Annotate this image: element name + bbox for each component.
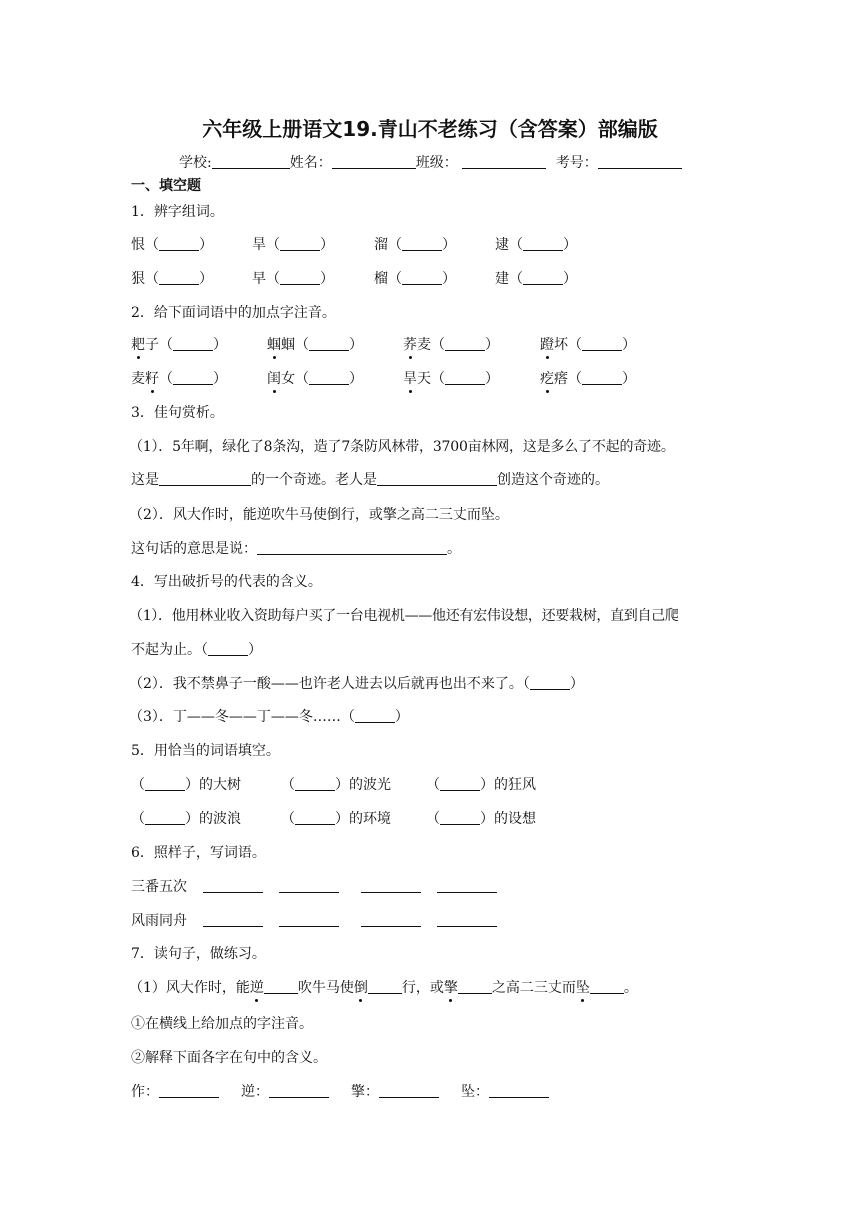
answer-blank[interactable] [295, 810, 335, 825]
answer-blank[interactable] [530, 675, 570, 690]
class-label: 班级： [415, 155, 458, 171]
dotted-char: 荞 [403, 337, 417, 353]
word-label: 坠： [461, 1084, 489, 1100]
name-label: 姓名： [289, 155, 332, 171]
answer-blank[interactable] [379, 1083, 439, 1098]
answer-blank[interactable] [159, 270, 199, 285]
word-label: 作： [131, 1084, 159, 1100]
answer-blank[interactable] [159, 471, 251, 486]
q1-char: 建 [495, 271, 509, 287]
text: 的大树 [199, 777, 241, 793]
text: 。 [447, 541, 461, 557]
answer-blank[interactable] [145, 810, 185, 825]
answer-blank[interactable] [355, 708, 395, 723]
word-label: 擎： [351, 1084, 379, 1100]
answer-blank[interactable] [368, 979, 402, 994]
q5-stem: 5．用恰当的词语填空。 [131, 743, 280, 759]
dotted-char: 逆 [249, 980, 264, 996]
q3-stem: 3．佳句赏析。 [131, 405, 224, 421]
q1-char: 旱 [252, 237, 266, 253]
page-title: 六年级上册语文19.青山不老练习（含答案）部编版 [202, 117, 658, 141]
answer-blank[interactable] [280, 236, 320, 251]
text: （2）．我不禁鼻子一酸——也许老人进去以后就再也出不来了。（ [129, 676, 530, 692]
text: 的设想 [494, 811, 536, 827]
answer-blank[interactable] [309, 336, 349, 351]
answer-blank[interactable] [582, 336, 622, 351]
answer-blank[interactable] [523, 236, 563, 251]
example-word: 风雨同舟 [131, 913, 187, 929]
text: （1）风大作时，能 [129, 980, 250, 996]
answer-blank[interactable] [361, 878, 421, 893]
word-rest: 天 [417, 371, 431, 387]
answer-blank[interactable] [489, 1083, 549, 1098]
answer-blank[interactable] [458, 979, 492, 994]
word-rest: 麦 [131, 371, 145, 387]
answer-blank[interactable] [264, 979, 298, 994]
text: 的波浪 [199, 811, 241, 827]
dotted-char: 籽 [145, 371, 159, 387]
answer-blank[interactable] [582, 370, 622, 385]
text: 的狂风 [494, 777, 536, 793]
student-info-line [179, 154, 682, 172]
q7-words [131, 1083, 549, 1101]
exam-no-label: 考号： [555, 155, 598, 171]
word-rest: 蝈 [281, 337, 295, 353]
name-blank[interactable] [332, 154, 416, 169]
answer-blank[interactable] [159, 1083, 219, 1098]
q4-sentence-1: （1）．他用林业收入资助每户买了一台电视机——他还有宏伟设想，还要栽树，直到自己爬 [129, 608, 679, 624]
word-label: 逆： [241, 1084, 269, 1100]
q6-row1 [131, 878, 497, 896]
answer-blank[interactable] [203, 878, 263, 893]
school-label: 学校: [179, 155, 212, 171]
dotted-char: 闺 [267, 371, 281, 387]
word-rest: 女 [281, 371, 295, 387]
answer-blank[interactable] [279, 878, 339, 893]
text: 这句话的意思是说： [131, 541, 257, 557]
q6-stem: 6．照样子，写词语。 [131, 845, 266, 861]
q3-sentence-2: （2）．风大作时，能逆吹牛马使倒行，或擎之高二三丈而坠。 [129, 507, 509, 523]
q1-char: 早 [252, 271, 266, 287]
answer-blank[interactable] [280, 270, 320, 285]
answer-blank[interactable] [445, 370, 485, 385]
answer-blank[interactable] [203, 912, 263, 927]
answer-blank[interactable] [257, 540, 447, 555]
q3-fill-2 [131, 540, 461, 558]
dotted-char: 疙 [540, 371, 554, 387]
answer-blank[interactable] [173, 336, 213, 351]
dotted-char: 蝈 [267, 337, 281, 353]
answer-blank[interactable] [173, 370, 213, 385]
text: 吹牛马使 [297, 980, 354, 996]
text: 的环境 [349, 811, 391, 827]
q1-char: 逮 [495, 237, 509, 253]
q4-sentence-2: （2）．我不禁鼻子一酸——也许老人进去以后就再也出不来了。（ ） [129, 676, 584, 692]
answer-blank[interactable] [295, 776, 335, 791]
answer-blank[interactable] [445, 336, 485, 351]
q6-row2 [131, 912, 497, 930]
dotted-char: 倒 [353, 980, 368, 996]
example-word: 三番五次 [131, 879, 187, 895]
text: 之高二三丈而 [491, 980, 576, 996]
word-rest: 瘩 [554, 371, 568, 387]
q4-stem: 4．写出破折号的代表的含义。 [131, 574, 322, 590]
dotted-char: 坠 [575, 980, 590, 996]
text: 行，或 [401, 980, 444, 996]
q2-stem: 2．给下面词语中的加点字注音。 [131, 305, 336, 321]
section-heading: 一、填空题 [131, 178, 201, 194]
answer-blank[interactable] [269, 1083, 329, 1098]
dotted-char: 擎 [443, 980, 458, 996]
answer-blank[interactable] [361, 912, 421, 927]
dotted-char: 耙 [131, 337, 145, 353]
answer-blank[interactable] [377, 471, 497, 486]
answer-blank[interactable] [523, 270, 563, 285]
answer-blank[interactable] [590, 979, 624, 994]
dotted-char: 蹬 [540, 337, 554, 353]
answer-blank[interactable] [440, 810, 480, 825]
q4-sentence-1-cont: 不起为止。（ ） [131, 642, 262, 658]
school-blank[interactable] [212, 154, 290, 169]
q1-char: 狠 [131, 271, 145, 287]
answer-blank[interactable] [279, 912, 339, 927]
answer-blank[interactable] [309, 370, 349, 385]
text: 的一个奇迹。老人是 [251, 472, 377, 488]
answer-blank[interactable] [437, 878, 497, 893]
q7-sentence [129, 979, 638, 997]
q1-char: 榴 [374, 271, 388, 287]
word-rest: 麦 [417, 337, 431, 353]
q1-char: 溜 [374, 237, 388, 253]
answer-blank[interactable] [159, 236, 199, 251]
answer-blank[interactable] [402, 270, 442, 285]
q1-stem: 1．辨字组词。 [131, 204, 224, 220]
text: 创造这个奇迹的。 [497, 472, 609, 488]
text: 不起为止。（ [131, 642, 208, 658]
answer-blank[interactable] [437, 912, 497, 927]
q4-sentence-3: （3）．丁——冬——丁——冬……（ ） [129, 709, 409, 725]
q7-instruction-2: ②解释下面各字在句中的含义。 [131, 1050, 327, 1066]
word-rest: 子 [145, 337, 159, 353]
answer-blank[interactable] [208, 641, 248, 656]
text: （3）．丁——冬——丁——冬……（ [129, 709, 355, 725]
q7-instruction-1: ①在横线上给加点的字注音。 [131, 1016, 313, 1032]
text: 的波光 [349, 777, 391, 793]
q7-stem: 7．读句子，做练习。 [131, 946, 266, 962]
q3-sentence-1: （1）．5年啊，绿化了8条沟，造了7条防风林带，3700亩林网，这是多么了不起的奇迹。 [129, 439, 675, 455]
text: 这是 [131, 472, 159, 488]
q1-char: 恨 [131, 237, 145, 253]
answer-blank[interactable] [440, 776, 480, 791]
text: 。 [623, 980, 638, 996]
answer-blank[interactable] [145, 776, 185, 791]
class-blank[interactable] [462, 154, 546, 169]
dotted-char: 旱 [403, 371, 417, 387]
answer-blank[interactable] [402, 236, 442, 251]
exam-no-blank[interactable] [598, 154, 682, 169]
q3-fill-1 [131, 471, 609, 489]
word-rest: 坏 [554, 337, 568, 353]
